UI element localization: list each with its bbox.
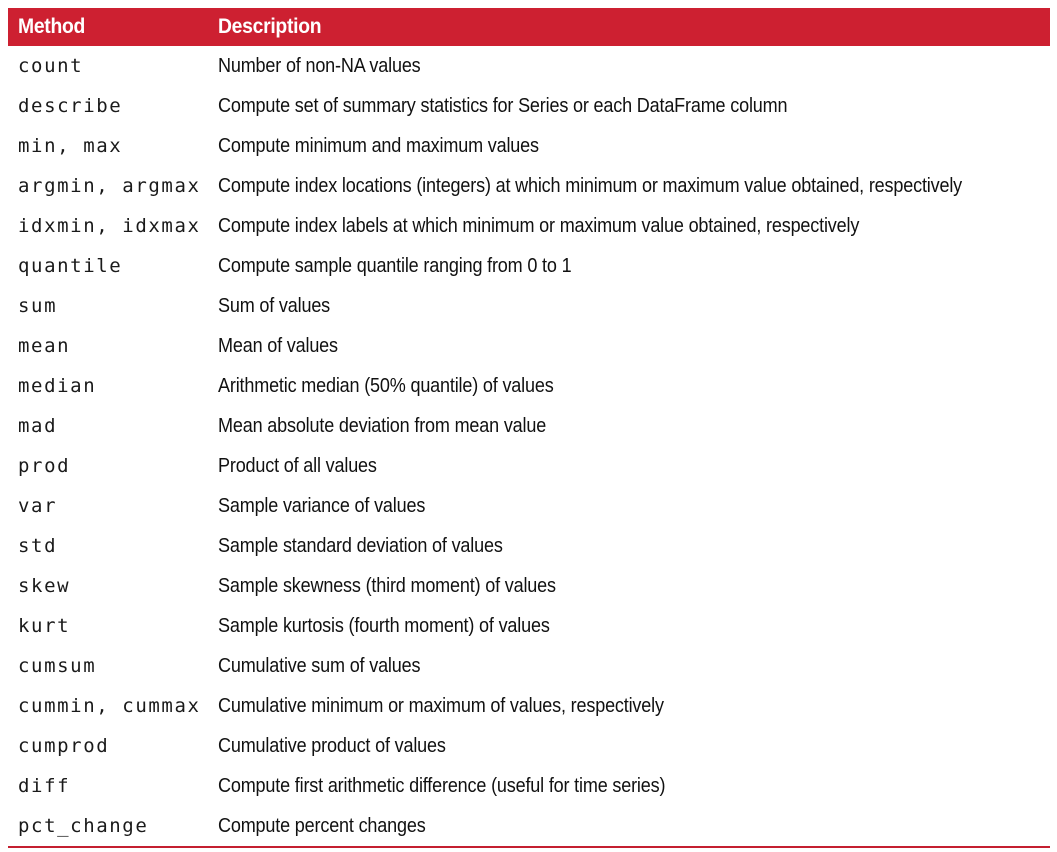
description-text: Compute index labels at which minimum or maximum value obtained, respectively — [218, 214, 860, 237]
description-text: Arithmetic median (50% quantile) of values — [218, 374, 554, 397]
method-cell: cumsum — [18, 655, 97, 677]
description-cell — [218, 454, 1050, 478]
table-row — [8, 326, 1050, 366]
table-row — [8, 646, 1050, 686]
table-row — [8, 206, 1050, 246]
description-cell — [218, 534, 1050, 558]
description-cell — [218, 334, 1050, 358]
description-text: Mean of values — [218, 334, 338, 357]
description-text: Compute first arithmetic difference (useful for time series) — [218, 774, 666, 797]
description-cell — [218, 614, 1050, 638]
table-row — [8, 766, 1050, 806]
description-text: Compute minimum and maximum values — [218, 134, 539, 157]
description-cell — [218, 774, 1050, 798]
method-cell: median — [18, 375, 97, 397]
description-text: Number of non-NA values — [218, 54, 421, 77]
description-cell — [218, 214, 1050, 238]
method-cell: var — [18, 495, 58, 517]
table-row — [8, 46, 1050, 86]
description-text: Compute index locations (integers) at which minimum or maximum value obtained, respectively — [218, 174, 962, 197]
table-row — [8, 126, 1050, 166]
table-row — [8, 726, 1050, 766]
method-cell: diff — [18, 775, 71, 797]
method-cell: count — [18, 55, 84, 77]
description-text: Sample skewness (third moment) of values — [218, 574, 556, 597]
description-cell — [218, 734, 1050, 758]
method-cell: cummin, cummax — [18, 695, 201, 717]
method-cell: argmin, argmax — [18, 175, 201, 197]
description-text: Compute sample quantile ranging from 0 to 1 — [218, 254, 572, 277]
description-text: Cumulative product of values — [218, 734, 446, 757]
description-text: Compute set of summary statistics for Series or each DataFrame column — [218, 94, 788, 117]
description-text: Compute percent changes — [218, 814, 426, 837]
method-cell: idxmin, idxmax — [18, 215, 201, 237]
table-row — [8, 806, 1050, 846]
table-row — [8, 166, 1050, 206]
description-cell — [218, 374, 1050, 398]
method-cell: mad — [18, 415, 58, 437]
description-cell — [218, 414, 1050, 438]
description-cell — [218, 134, 1050, 158]
description-cell — [218, 694, 1050, 718]
table-row — [8, 686, 1050, 726]
description-text: Cumulative minimum or maximum of values, respectively — [218, 694, 664, 717]
description-text: Sample kurtosis (fourth moment) of values — [218, 614, 550, 637]
column-header-method-label: Method — [18, 15, 86, 38]
description-cell — [218, 294, 1050, 318]
method-cell: describe — [18, 95, 123, 117]
column-header-method — [8, 15, 218, 39]
description-text: Sum of values — [218, 294, 331, 317]
description-cell — [218, 814, 1050, 838]
description-cell — [218, 654, 1050, 678]
table-row — [8, 406, 1050, 446]
method-cell: sum — [18, 295, 58, 317]
description-text: Sample standard deviation of values — [218, 534, 503, 557]
table-row — [8, 366, 1050, 406]
table-row — [8, 566, 1050, 606]
description-cell — [218, 574, 1050, 598]
description-cell — [218, 494, 1050, 518]
table-row — [8, 526, 1050, 566]
description-cell — [218, 174, 1057, 198]
column-header-description — [218, 15, 1050, 39]
method-cell: prod — [18, 455, 71, 477]
description-text: Product of all values — [218, 454, 377, 477]
description-cell — [218, 54, 1050, 78]
description-cell — [218, 254, 1050, 278]
table-row — [8, 446, 1050, 486]
method-cell: cumprod — [18, 735, 110, 757]
description-cell — [218, 94, 1050, 118]
method-cell: kurt — [18, 615, 71, 637]
table-row — [8, 606, 1050, 646]
description-text: Cumulative sum of values — [218, 654, 421, 677]
method-cell: quantile — [18, 255, 123, 277]
method-cell: pct_change — [18, 815, 149, 837]
method-cell: min, max — [18, 135, 123, 157]
description-text: Sample variance of values — [218, 494, 426, 517]
column-header-description-label: Description — [218, 15, 322, 38]
table-row — [8, 486, 1050, 526]
table-row — [8, 246, 1050, 286]
description-text: Mean absolute deviation from mean value — [218, 414, 547, 437]
methods-reference-table — [8, 8, 1050, 848]
table-row — [8, 86, 1050, 126]
table-header-row — [8, 8, 1050, 46]
table-row — [8, 286, 1050, 326]
method-cell: mean — [18, 335, 71, 357]
table-body — [8, 46, 1050, 848]
method-cell: skew — [18, 575, 71, 597]
method-cell: std — [18, 535, 58, 557]
